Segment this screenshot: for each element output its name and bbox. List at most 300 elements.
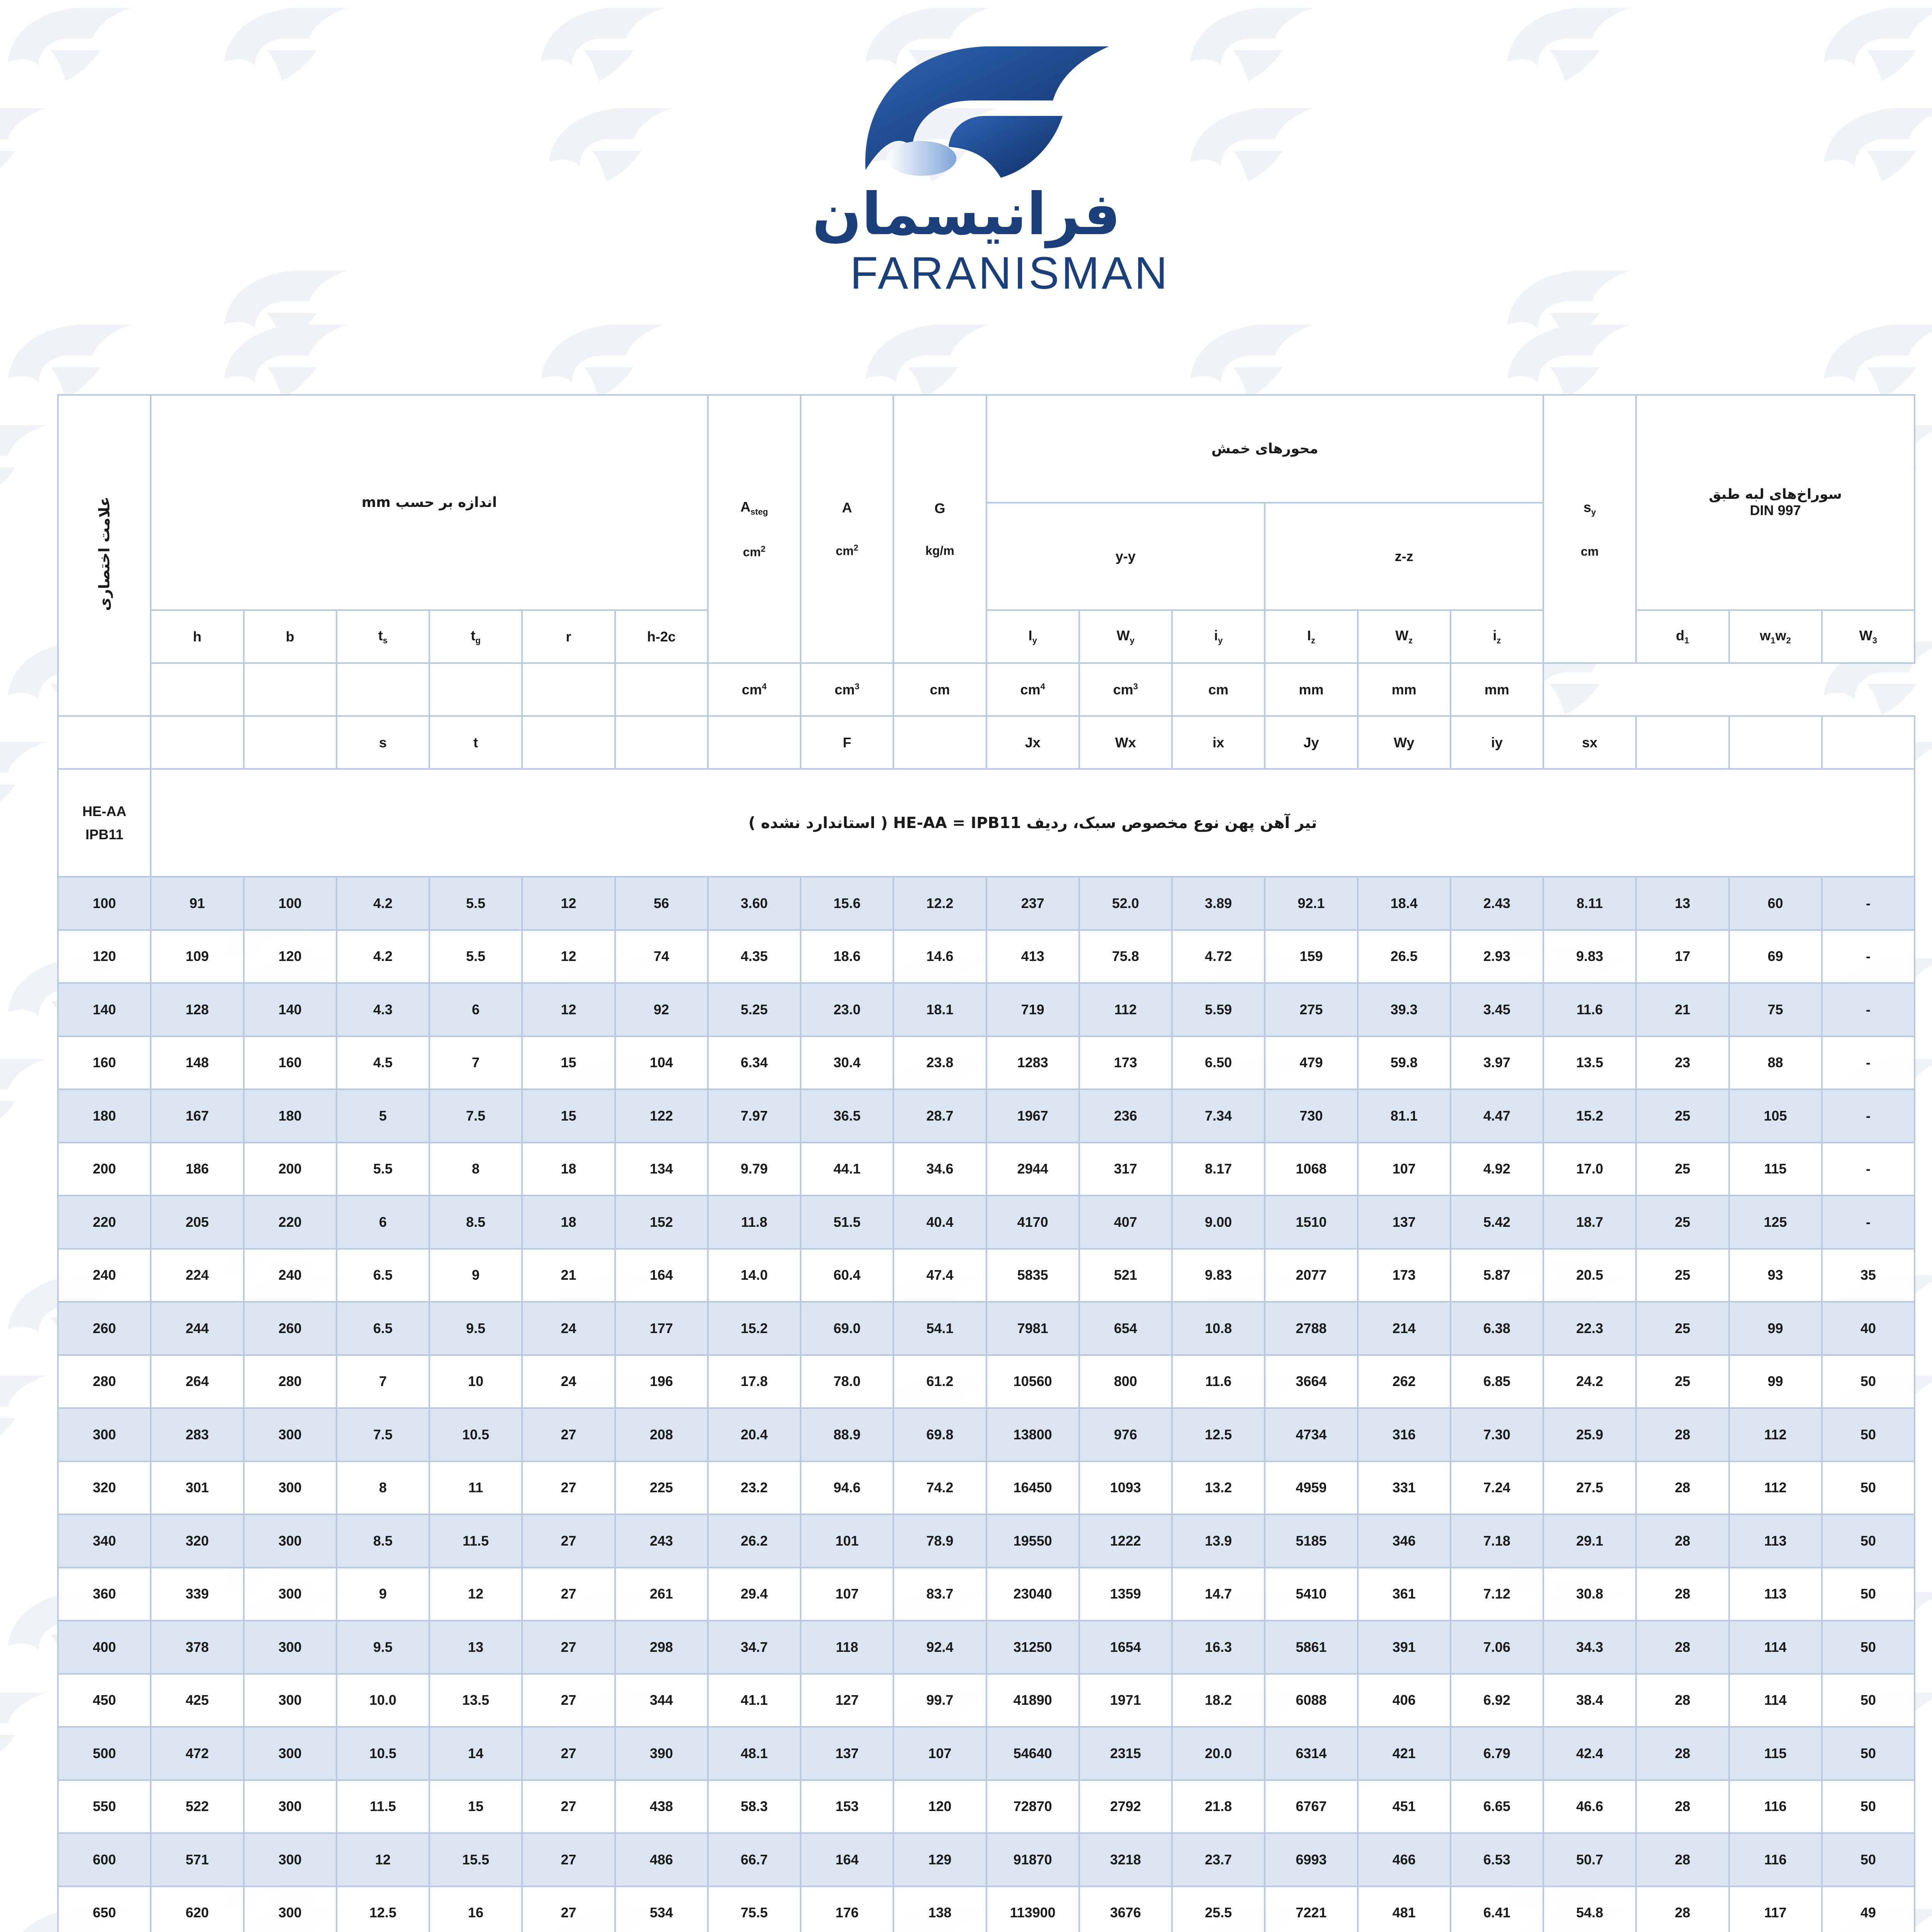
table-cell: 27 [522,1674,615,1727]
table-row [58,1514,1915,1568]
table-cell: 390 [615,1727,708,1780]
table-cell: 6.38 [1451,1302,1543,1355]
table-cell: 134 [615,1143,708,1196]
col-a-header: A $cm^2$ [801,395,893,663]
table-cell: 413 [986,930,1079,983]
table-cell: 13 [1636,877,1729,930]
table-cell: 262 [1358,1355,1451,1408]
table-cell: 101 [801,1514,893,1568]
table-cell: 50 [1822,1514,1915,1568]
table-cell: 620 [151,1886,243,1932]
table-cell: 120 [893,1780,986,1833]
row-profile-size: 340 [58,1514,151,1568]
row-profile-size: 180 [58,1089,151,1143]
table-cell: 6.5 [337,1249,429,1302]
col-b-header: b [244,610,337,663]
table-cell: 3676 [1079,1886,1172,1932]
table-cell: 122 [615,1089,708,1143]
table-cell: 118 [801,1621,893,1674]
row-profile-size: 650 [58,1886,151,1932]
table-cell: 10560 [986,1355,1079,1408]
table-cell: 94.6 [801,1461,893,1515]
table-cell: 173 [1358,1249,1451,1302]
table-cell: 104 [615,1036,708,1090]
table-cell: 164 [801,1833,893,1886]
table-cell: 6993 [1265,1833,1357,1886]
table-cell: 3.97 [1451,1036,1543,1090]
table-cell: 75.5 [708,1886,801,1932]
table-cell: 200 [244,1143,337,1196]
table-cell: 18.1 [893,983,986,1036]
table-cell: 208 [615,1408,708,1461]
table-cell: 214 [1358,1302,1451,1355]
table-cell: 173 [1079,1036,1172,1090]
table-cell: 5185 [1265,1514,1357,1568]
table-cell: 25 [1636,1302,1729,1355]
table-cell: 27 [522,1886,615,1932]
row-profile-size: 500 [58,1727,151,1780]
table-row [58,983,1915,1036]
table-cell: 27 [522,1568,615,1621]
table-cell: 481 [1358,1886,1451,1932]
table-cell: 167 [151,1089,243,1143]
alt-jy: Jy [1265,716,1357,769]
table-cell: 20.5 [1543,1249,1636,1302]
table-cell: 7 [337,1355,429,1408]
table-cell: 81.1 [1358,1089,1451,1143]
table-cell: - [1822,983,1915,1036]
table-cell: 23 [1636,1036,1729,1090]
series-row [58,769,1915,877]
table-cell: 275 [1265,983,1357,1036]
table-cell: 99 [1729,1302,1822,1355]
table-row [58,1143,1915,1196]
alt-f: F [801,716,893,769]
table-cell: 1967 [986,1089,1079,1143]
table-cell: 224 [151,1249,243,1302]
table-cell: 12 [522,983,615,1036]
table-cell: 107 [801,1568,893,1621]
table-cell: 9.79 [708,1143,801,1196]
table-cell: 93 [1729,1249,1822,1302]
table-cell: 15 [522,1036,615,1090]
unit-cm4-z: $cm^4$ [986,663,1079,716]
table-cell: 283 [151,1408,243,1461]
table-cell: 177 [615,1302,708,1355]
table-cell: 23040 [986,1568,1079,1621]
table-cell: 571 [151,1833,243,1886]
table-cell: 6.79 [1451,1727,1543,1780]
table-row [58,1461,1915,1515]
table-cell: 78.0 [801,1355,893,1408]
table-cell: 69.0 [801,1302,893,1355]
table-cell: 7.12 [1451,1568,1543,1621]
table-cell: 27 [522,1780,615,1833]
table-cell: 3.60 [708,877,801,930]
table-cell: 800 [1079,1355,1172,1408]
table-cell: 27 [522,1833,615,1886]
table-cell: 27 [522,1727,615,1780]
col-iy-radius-header: $i_y$ [1172,610,1265,663]
col-tg-header: $t_g$ [429,610,522,663]
table-cell: 41890 [986,1674,1079,1727]
table-cell: 75 [1729,983,1822,1036]
table-cell: 13 [429,1621,522,1674]
table-cell: 83.7 [893,1568,986,1621]
table-cell: 28 [1636,1514,1729,1568]
table-cell: 50 [1822,1621,1915,1674]
table-cell: 344 [615,1674,708,1727]
table-cell: 113900 [986,1886,1079,1932]
table-row [58,1621,1915,1674]
table-row [58,930,1915,983]
table-cell: 109 [151,930,243,983]
table-cell: 378 [151,1621,243,1674]
beam-spec-table-wrapper [57,394,1914,1932]
table-cell: 26.5 [1358,930,1451,983]
table-row [58,1886,1915,1932]
table-cell: 107 [1358,1143,1451,1196]
table-cell: 114 [1729,1621,1822,1674]
table-cell: 7.06 [1451,1621,1543,1674]
table-cell: 243 [615,1514,708,1568]
table-cell: 186 [151,1143,243,1196]
table-row [58,1196,1915,1249]
table-cell: 425 [151,1674,243,1727]
col-w3-header: $W_3$ [1822,610,1915,663]
table-cell: 18 [522,1196,615,1249]
table-cell: 5.87 [1451,1249,1543,1302]
table-cell: 1359 [1079,1568,1172,1621]
table-cell: 472 [151,1727,243,1780]
row-profile-size: 100 [58,877,151,930]
table-cell: 18 [522,1143,615,1196]
table-cell: - [1822,1143,1915,1196]
table-cell: 12.2 [893,877,986,930]
table-cell: 8.5 [337,1514,429,1568]
table-cell: 9 [337,1568,429,1621]
table-cell: 7.34 [1172,1089,1265,1143]
table-cell: 24.2 [1543,1355,1636,1408]
table-cell: 7.30 [1451,1408,1543,1461]
alt-t: t [429,716,522,769]
table-cell: 12 [337,1833,429,1886]
table-cell: 30.4 [801,1036,893,1090]
table-cell: - [1822,1036,1915,1090]
table-cell: 28.7 [893,1089,986,1143]
table-cell: 50 [1822,1727,1915,1780]
table-cell: 7981 [986,1302,1079,1355]
table-cell: 12 [429,1568,522,1621]
table-cell: 50 [1822,1833,1915,1886]
axis-zz-header: z-z [1265,503,1543,610]
table-cell: 100 [244,877,337,930]
table-cell: - [1822,877,1915,930]
table-cell: 6.50 [1172,1036,1265,1090]
table-cell: 107 [893,1727,986,1780]
table-cell: - [1822,1196,1915,1249]
table-cell: 152 [615,1196,708,1249]
table-cell: 60 [1729,877,1822,930]
table-cell: 105 [1729,1089,1822,1143]
table-row [58,1408,1915,1461]
table-cell: 220 [244,1196,337,1249]
table-cell: 406 [1358,1674,1451,1727]
table-cell: 9.5 [337,1621,429,1674]
table-cell: 28 [1636,1727,1729,1780]
table-cell: 3664 [1265,1355,1357,1408]
table-cell: 50 [1822,1674,1915,1727]
table-cell: 15.5 [429,1833,522,1886]
table-cell: 39.3 [1358,983,1451,1036]
table-cell: 116 [1729,1780,1822,1833]
table-cell: 115 [1729,1727,1822,1780]
axis-yy-header: y-y [986,503,1265,610]
table-cell: 225 [615,1461,708,1515]
table-cell: 92.1 [1265,877,1357,930]
table-cell: 5.5 [429,877,522,930]
table-cell: 112 [1729,1408,1822,1461]
table-cell: 164 [615,1249,708,1302]
table-cell: 719 [986,983,1079,1036]
table-cell: 2.43 [1451,877,1543,930]
table-cell: 25 [1636,1143,1729,1196]
table-cell: 24 [522,1355,615,1408]
col-wy-header: $W_y$ [1079,610,1172,663]
table-cell: 300 [244,1568,337,1621]
table-cell: 4.2 [337,930,429,983]
beam-spec-rows [58,877,1915,1932]
table-cell: 153 [801,1780,893,1833]
table-cell: 28 [1636,1886,1729,1932]
table-cell: 27 [522,1461,615,1515]
table-cell: 112 [1729,1461,1822,1515]
table-cell: 40 [1822,1302,1915,1355]
table-cell: 5835 [986,1249,1079,1302]
unit-cm-z: cm [1172,663,1265,716]
table-cell: 27 [522,1621,615,1674]
table-cell: 28 [1636,1621,1729,1674]
alt-ix: ix [1172,716,1265,769]
table-cell: 21 [1636,983,1729,1036]
table-cell: 113 [1729,1568,1822,1621]
table-cell: 13.2 [1172,1461,1265,1515]
table-cell: 28 [1636,1568,1729,1621]
table-cell: 5.59 [1172,983,1265,1036]
table-cell: 72870 [986,1780,1079,1833]
table-cell: 15.6 [801,877,893,930]
table-cell: 14.0 [708,1249,801,1302]
table-cell: 438 [615,1780,708,1833]
alt-jx: Jx [986,716,1079,769]
col-sy-header: $s_y$ cm [1543,395,1636,663]
table-cell: 7.18 [1451,1514,1543,1568]
table-cell: 92.4 [893,1621,986,1674]
table-cell: 6.5 [337,1302,429,1355]
table-cell: 6088 [1265,1674,1357,1727]
dims-header: اندازه بر حسب mm [151,395,708,610]
table-cell: 116 [1729,1833,1822,1886]
table-row [58,1249,1915,1302]
table-cell: 298 [615,1621,708,1674]
table-cell: 74.2 [893,1461,986,1515]
table-cell: - [1822,1089,1915,1143]
unit-cm4-y: $cm^4$ [708,663,801,716]
row-profile-size: 550 [58,1780,151,1833]
table-cell: 8.11 [1543,877,1636,930]
table-cell: 421 [1358,1727,1451,1780]
table-cell: 42.4 [1543,1727,1636,1780]
table-cell: 125 [1729,1196,1822,1249]
table-cell: 280 [244,1355,337,1408]
table-cell: 15.2 [708,1302,801,1355]
table-cell: 300 [244,1621,337,1674]
table-cell: 391 [1358,1621,1451,1674]
table-cell: 205 [151,1196,243,1249]
table-cell: 4170 [986,1196,1079,1249]
table-row [58,1302,1915,1355]
table-cell: 50 [1822,1408,1915,1461]
row-profile-size: 200 [58,1143,151,1196]
table-cell: 21.8 [1172,1780,1265,1833]
table-cell: 196 [615,1355,708,1408]
table-cell: 8 [429,1143,522,1196]
table-cell: 6.65 [1451,1780,1543,1833]
table-cell: 4.3 [337,983,429,1036]
table-cell: 316 [1358,1408,1451,1461]
table-cell: 479 [1265,1036,1357,1090]
bending-axes-header: محورهای خمش [986,395,1544,503]
table-cell: 137 [1358,1196,1451,1249]
table-cell: 3218 [1079,1833,1172,1886]
table-cell: 10.5 [337,1727,429,1780]
table-cell: 88 [1729,1036,1822,1090]
row-profile-size: 240 [58,1249,151,1302]
table-cell: 27 [522,1514,615,1568]
table-cell: 346 [1358,1514,1451,1568]
row-profile-size: 600 [58,1833,151,1886]
row-profile-size: 450 [58,1674,151,1727]
table-cell: 23.2 [708,1461,801,1515]
table-cell: 2.93 [1451,930,1543,983]
abbr-header: علامت اختصاری [58,395,151,716]
col-r-header: r [522,610,615,663]
header-row-groups [58,395,1915,503]
table-cell: 10.5 [429,1408,522,1461]
table-cell: 976 [1079,1408,1172,1461]
table-cell: 4959 [1265,1461,1357,1515]
table-cell: 300 [244,1408,337,1461]
series-note: تیر آهن پهن نوع مخصوص سبک، ردیف HE-AA = IPB11 ( استاندارد نشده ) [151,769,1915,877]
table-cell: 16 [429,1886,522,1932]
table-cell: 25.5 [1172,1886,1265,1932]
table-cell: 117 [1729,1886,1822,1932]
table-cell: 23.7 [1172,1833,1265,1886]
table-cell: 54.1 [893,1302,986,1355]
table-cell: 120 [244,930,337,983]
table-cell: 34.7 [708,1621,801,1674]
table-cell: 2077 [1265,1249,1357,1302]
table-cell: 25 [1636,1089,1729,1143]
table-cell: 4.47 [1451,1089,1543,1143]
table-row [58,877,1915,930]
table-cell: 27.5 [1543,1461,1636,1515]
table-row [58,1036,1915,1090]
table-cell: 244 [151,1302,243,1355]
table-cell: 4.35 [708,930,801,983]
table-cell: 1654 [1079,1621,1172,1674]
table-cell: 264 [151,1355,243,1408]
col-g-header: G kg/m [893,395,986,663]
table-cell: 300 [244,1780,337,1833]
unit-cm-y: cm [893,663,986,716]
table-cell: 38.4 [1543,1674,1636,1727]
table-cell: 58.3 [708,1780,801,1833]
table-cell: 534 [615,1886,708,1932]
table-cell: 31250 [986,1621,1079,1674]
table-cell: 17 [1636,930,1729,983]
table-cell: 1068 [1265,1143,1357,1196]
alt-s: s [337,716,429,769]
table-cell: 11 [429,1461,522,1515]
table-cell: 14.6 [893,930,986,983]
table-cell: 13.9 [1172,1514,1265,1568]
col-iz-radius-header: $i_z$ [1451,610,1543,663]
table-cell: 20.4 [708,1408,801,1461]
table-cell: 261 [615,1568,708,1621]
table-cell: 61.2 [893,1355,986,1408]
table-cell: 12.5 [1172,1408,1265,1461]
table-cell: 59.8 [1358,1036,1451,1090]
table-cell: 41.1 [708,1674,801,1727]
col-asteg-header: $A_{steg}$ $cm^2$ [708,395,801,663]
table-cell: 99 [1729,1355,1822,1408]
table-cell: 6314 [1265,1727,1357,1780]
table-cell: 6.34 [708,1036,801,1090]
table-cell: 3.45 [1451,983,1543,1036]
table-cell: 18.4 [1358,877,1451,930]
table-cell: 160 [244,1036,337,1090]
table-cell: 451 [1358,1780,1451,1833]
table-cell: 8.17 [1172,1143,1265,1196]
table-cell: 50 [1822,1355,1915,1408]
unit-cm3-y: $cm^3$ [801,663,893,716]
table-cell: 6.85 [1451,1355,1543,1408]
table-cell: 15.2 [1543,1089,1636,1143]
table-cell: 11.5 [429,1514,522,1568]
table-cell: 28 [1636,1833,1729,1886]
table-cell: 11.5 [337,1780,429,1833]
row-profile-size: 300 [58,1408,151,1461]
table-cell: 137 [801,1727,893,1780]
table-cell: 654 [1079,1302,1172,1355]
table-cell: 486 [615,1833,708,1886]
table-cell: 28 [1636,1780,1729,1833]
table-cell: 113 [1729,1514,1822,1568]
table-cell: 6.53 [1451,1833,1543,1886]
table-cell: 128 [151,983,243,1036]
table-cell: 7.5 [337,1408,429,1461]
table-cell: 56 [615,877,708,930]
table-cell: 5861 [1265,1621,1357,1674]
table-cell: 159 [1265,930,1357,983]
table-cell: 14 [429,1727,522,1780]
table-cell: 1222 [1079,1514,1172,1568]
table-cell: 4.2 [337,877,429,930]
table-cell: 24 [522,1302,615,1355]
holes-header: سوراخ‌های لبه طبق DIN 997 [1636,395,1915,610]
table-cell: 2792 [1079,1780,1172,1833]
